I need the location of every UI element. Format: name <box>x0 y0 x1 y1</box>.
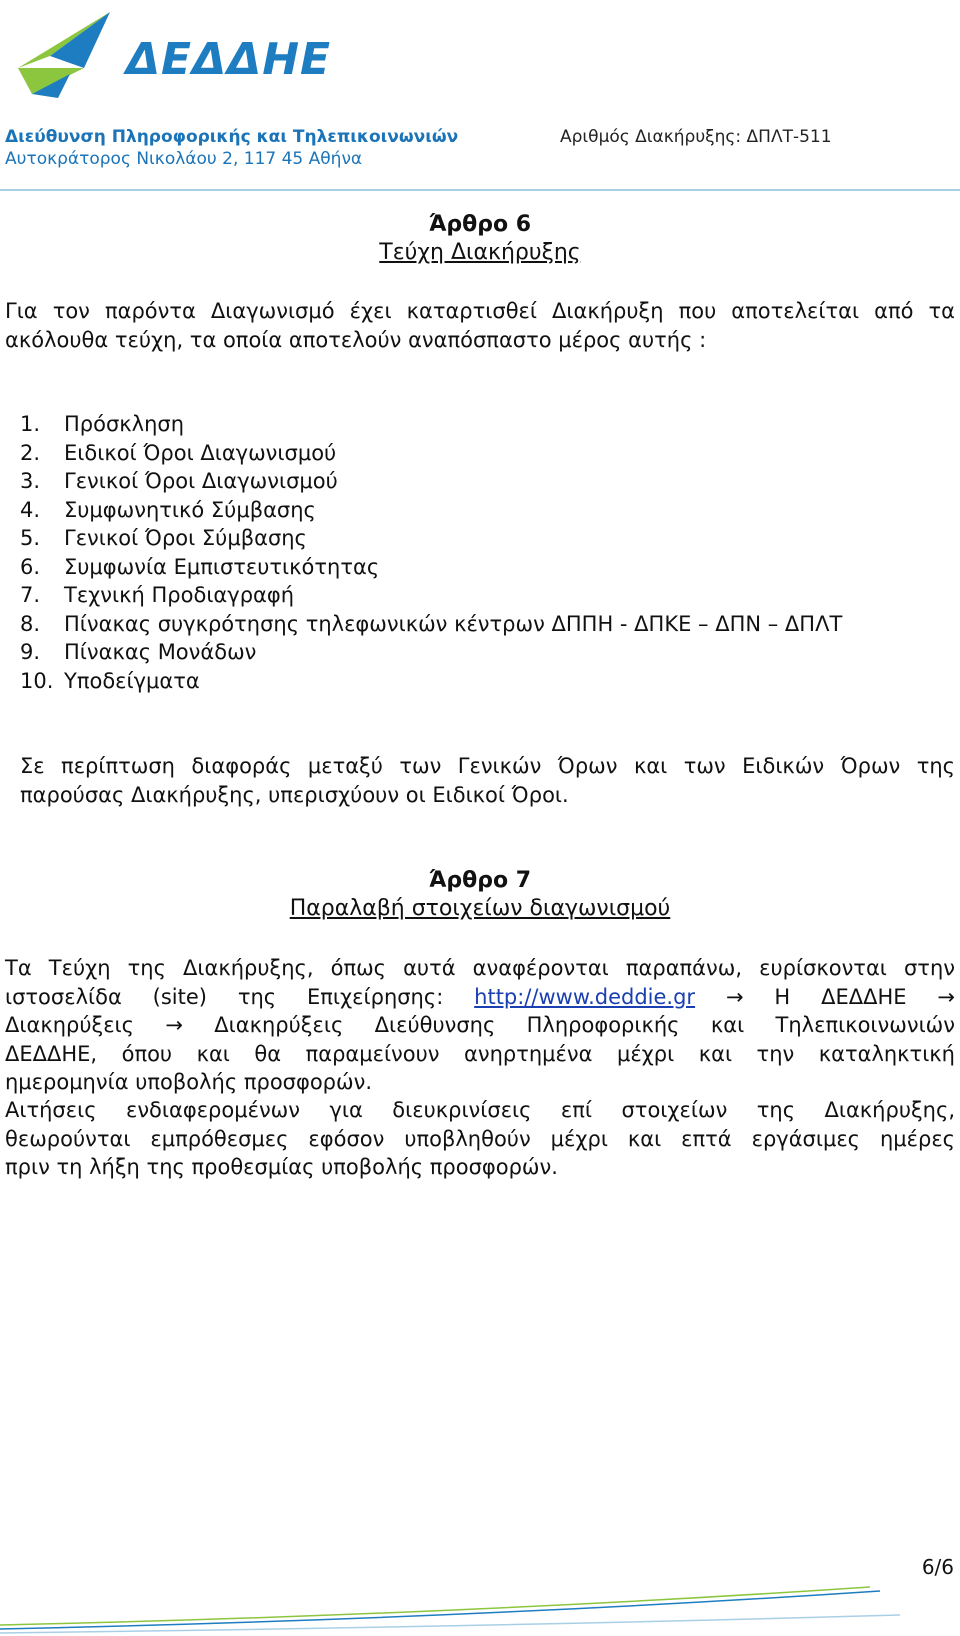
article-7-title: Άρθρο 7 <box>428 868 532 893</box>
article-6-subtitle: Τεύχη Διακήρυξης <box>379 240 581 265</box>
organization-address: Αυτοκράτορος Νικολάου 2, 117 45 Αθήνα <box>5 149 363 169</box>
list-item: 1. Πρόσκληση <box>20 412 185 436</box>
list-item: 10. Υποδείγματα <box>20 668 200 693</box>
list-item: 5. Γενικοί Όροι Σύμβασης <box>20 526 307 550</box>
documents-list <box>20 410 842 695</box>
list-item: 8. Πίνακας συγκρότησης τηλεφωνικών κέντρων ΔΠΠΗ - ΔΠΚΕ – ΔΠΝ – ΔΠΛΤ <box>20 611 843 636</box>
article-7-paragraph-1: Τα Τεύχη της Διακήρυξης, όπως αυτά αναφέρονται παραπάνω, ευρίσκονται στην ιστοσελίδα (site) της Επιχείρησης: http://www.deddie.gr → Η ΔΕΔΔΗΕ → Διακηρύξεις → Διακηρύξεις Διεύθυνσης Πληροφορικής και Τηλεπικοινωνιών ΔΕΔΔΗΕ, όπου και θα παραμείνουν ανηρτημένα μέχρι και την καταληκτική ημερομηνία υποβολής προσφορών. <box>5 956 955 1094</box>
header-divider <box>0 189 960 191</box>
page-number: 6/6 <box>921 1555 954 1579</box>
list-item: 4. Συμφωνητικό Σύμβασης <box>20 497 316 522</box>
logo-text: ΔΕΔΔΗΕ <box>126 34 332 85</box>
list-item: 7. Τεχνική Προδιαγραφή <box>20 583 295 607</box>
tender-number: Αριθμός Διακήρυξης: ΔΠΛΤ-511 <box>560 127 832 147</box>
list-item: 9. Πίνακας Μονάδων <box>20 640 257 664</box>
article-7-paragraph-2: Αιτήσεις ενδιαφερομένων για διευκρινίσεις επί στοιχείων της Διακήρυξης, θεωρούνται εμπρόθεσμες εφόσον υποβληθούν μέχρι και επτά εργάσιμες ημέρες πριν τη λήξη της προθεσμίας υποβολής προσφορών. <box>5 1098 955 1179</box>
organization-block <box>5 126 458 170</box>
article-6-intro: Για τον παρόντα Διαγωνισμό έχει καταρτισθεί Διακήρυξη που αποτελείται από τα ακόλουθα τεύχη, τα οποία αποτελούν αναπόσπαστο μέρος αυτής : <box>5 299 955 352</box>
article-7-subtitle: Παραλαβή στοιχείων διαγωνισμού <box>289 896 671 921</box>
list-item: 6. Συμφωνία Εμπιστευτικότητας <box>20 554 380 579</box>
footer-swoosh <box>0 1575 960 1635</box>
company-logo <box>10 8 332 108</box>
article-6-title: Άρθρο 6 <box>428 212 532 237</box>
list-item: 3. Γενικοί Όροι Διαγωνισμού <box>20 469 338 493</box>
precedence-note: Σε περίπτωση διαφοράς μεταξύ των Γενικών Όρων και των Ειδικών Όρων της παρούσας Διακήρυξης, υπερισχύουν οι Ειδικοί Όροι. <box>20 754 955 807</box>
list-item: 2. Ειδικοί Όροι Διαγωνισμού <box>20 440 337 465</box>
organization-name: Διεύθυνση Πληροφορικής και Τηλεπικοινωνιών <box>5 127 459 147</box>
deddie-website-link[interactable]: http://www.deddie.gr <box>474 984 696 1009</box>
